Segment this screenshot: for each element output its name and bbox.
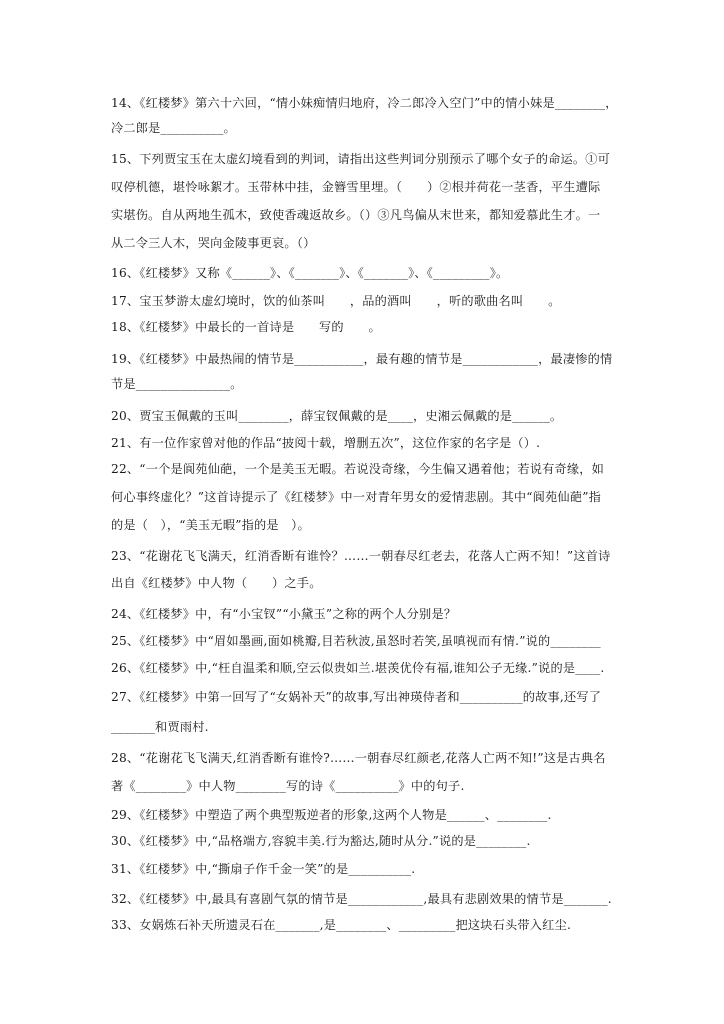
question-32 — [111, 890, 641, 907]
question-31 — [111, 860, 641, 877]
question-26 — [111, 659, 641, 676]
question-line: 的是（ ），“美玉无暇”指的是 ）。 — [111, 518, 310, 532]
question-14 — [111, 94, 641, 136]
question-line: 17、宝玉梦游太虚幻境时，饮的仙茶叫 ，品的酒叫 ，听的歌曲名叫 。 — [111, 294, 561, 308]
question-line: 31、《红楼梦》中,“撕扇子作千金一笑”的是__________. — [111, 862, 416, 876]
question-18 — [111, 318, 641, 335]
question-line: 15、下列贾宝玉在太虚幻境看到的判词，请指出这些判词分别预示了哪个女子的命运。①可 — [111, 152, 611, 166]
question-line: 25、《红楼梦》中“眉如墨画,面如桃瓣,目若秋波,虽怒时若笑,虽嗔视而有情.”说的________ — [111, 634, 601, 648]
question-line: 节是_______________。 — [111, 377, 243, 391]
question-21 — [111, 434, 641, 451]
question-30 — [111, 832, 641, 849]
question-line: 29、《红楼梦》中塑造了两个典型叛逆者的形象,这两个人物是______、________. — [111, 808, 552, 822]
question-line: 叹停机德，堪怜咏絮才。玉带林中挂，金簪雪里埋。（ ）②根并荷花一茎香，平生遭际 — [111, 180, 601, 194]
question-line: 30、《红楼梦》中,“品格端方,容貌丰美.行为豁达,随时从分.”说的是________. — [111, 834, 531, 848]
question-line: 27、《红楼梦》中第一回写了“女娲补天”的故事,写出神瑛侍者和__________的故事,还写了 — [111, 690, 602, 704]
question-line: 26、《红楼梦》中,“枉自温柔和顺,空云似贵如兰.堪羡优伶有福,谁知公子无缘.”说的是____. — [111, 661, 605, 675]
question-line: 14、《红楼梦》第六十六回，“情小妹痴情归地府，冷二郎冷入空门”中的情小妹是________， — [111, 96, 618, 110]
question-33 — [111, 916, 641, 933]
question-23 — [111, 547, 641, 591]
question-27 — [111, 688, 641, 735]
question-19 — [111, 350, 641, 392]
question-line: 28、“花谢花飞飞满天,红消香断有谁怜?……一朝春尽红颜老,花落人亡两不知!”这是古典名 — [111, 751, 606, 765]
question-line: 19、《红楼梦》中最热闹的情节是___________，最有趣的情节是____________，最凄惨的情 — [111, 352, 613, 366]
question-15 — [111, 150, 641, 251]
question-line: 出自《红楼梦》中人物（ ）之手。 — [111, 576, 322, 590]
question-22 — [111, 460, 641, 533]
question-16 — [111, 264, 641, 281]
question-line: 23、“花谢花飞飞满天，红消香断有谁怜？……一朝春尽红老去，花落人亡两不知！”这首诗 — [111, 549, 611, 563]
question-line: 冷二郎是__________。 — [111, 121, 236, 135]
question-25 — [111, 632, 641, 649]
question-line: _______和贾雨村. — [111, 720, 209, 734]
question-line: 21、有一位作家曾对他的作品“披阅十载，增删五次”，这位作家的名字是（）. — [111, 436, 541, 450]
question-29 — [111, 806, 641, 823]
question-28 — [111, 749, 641, 794]
question-line: 22、“一个是阆苑仙葩，一个是美玉无暇。若说没奇缘，今生偏又遇着他；若说有奇缘，如 — [111, 462, 605, 476]
question-20 — [111, 407, 641, 424]
question-line: 32、《红楼梦》中,最具有喜剧气氛的情节是____________,最具有悲剧效果的情节是_______. — [111, 892, 612, 906]
question-line: 何心事终虚化？”这首诗提示了《红楼梦》中一对青年男女的爱情悲剧。其中“阆苑仙葩”指 — [111, 490, 602, 504]
question-17 — [111, 292, 641, 309]
question-line: 20、贾宝玉佩戴的玉叫________，薛宝钗佩戴的是____，史湘云佩戴的是______。 — [111, 409, 563, 423]
question-line: 从二令三人木，哭向金陵事更哀。（） — [111, 236, 316, 250]
question-line: 18、《红楼梦》中最长的一首诗是 写的 。 — [111, 320, 381, 334]
question-line: 实堪伤。自从两地生孤木，致使香魂返故乡。（）③凡鸟偏从末世来，都知爱慕此生才。一 — [111, 208, 601, 222]
question-line: 33、女娲炼石补天所遗灵石在_______,是________、_________把这块石头带入红尘. — [111, 918, 572, 932]
question-line: 24、《红楼梦》中，有“小宝钗”“小黛玉”之称的两个人分别是？ — [111, 607, 457, 621]
question-24 — [111, 605, 641, 622]
question-line: 16、《红楼梦》又称《______》、《_______》、《_______》、《_________》。 — [111, 266, 509, 280]
question-line: 著《________》中人物________写的诗《__________》中的句子. — [111, 779, 465, 793]
